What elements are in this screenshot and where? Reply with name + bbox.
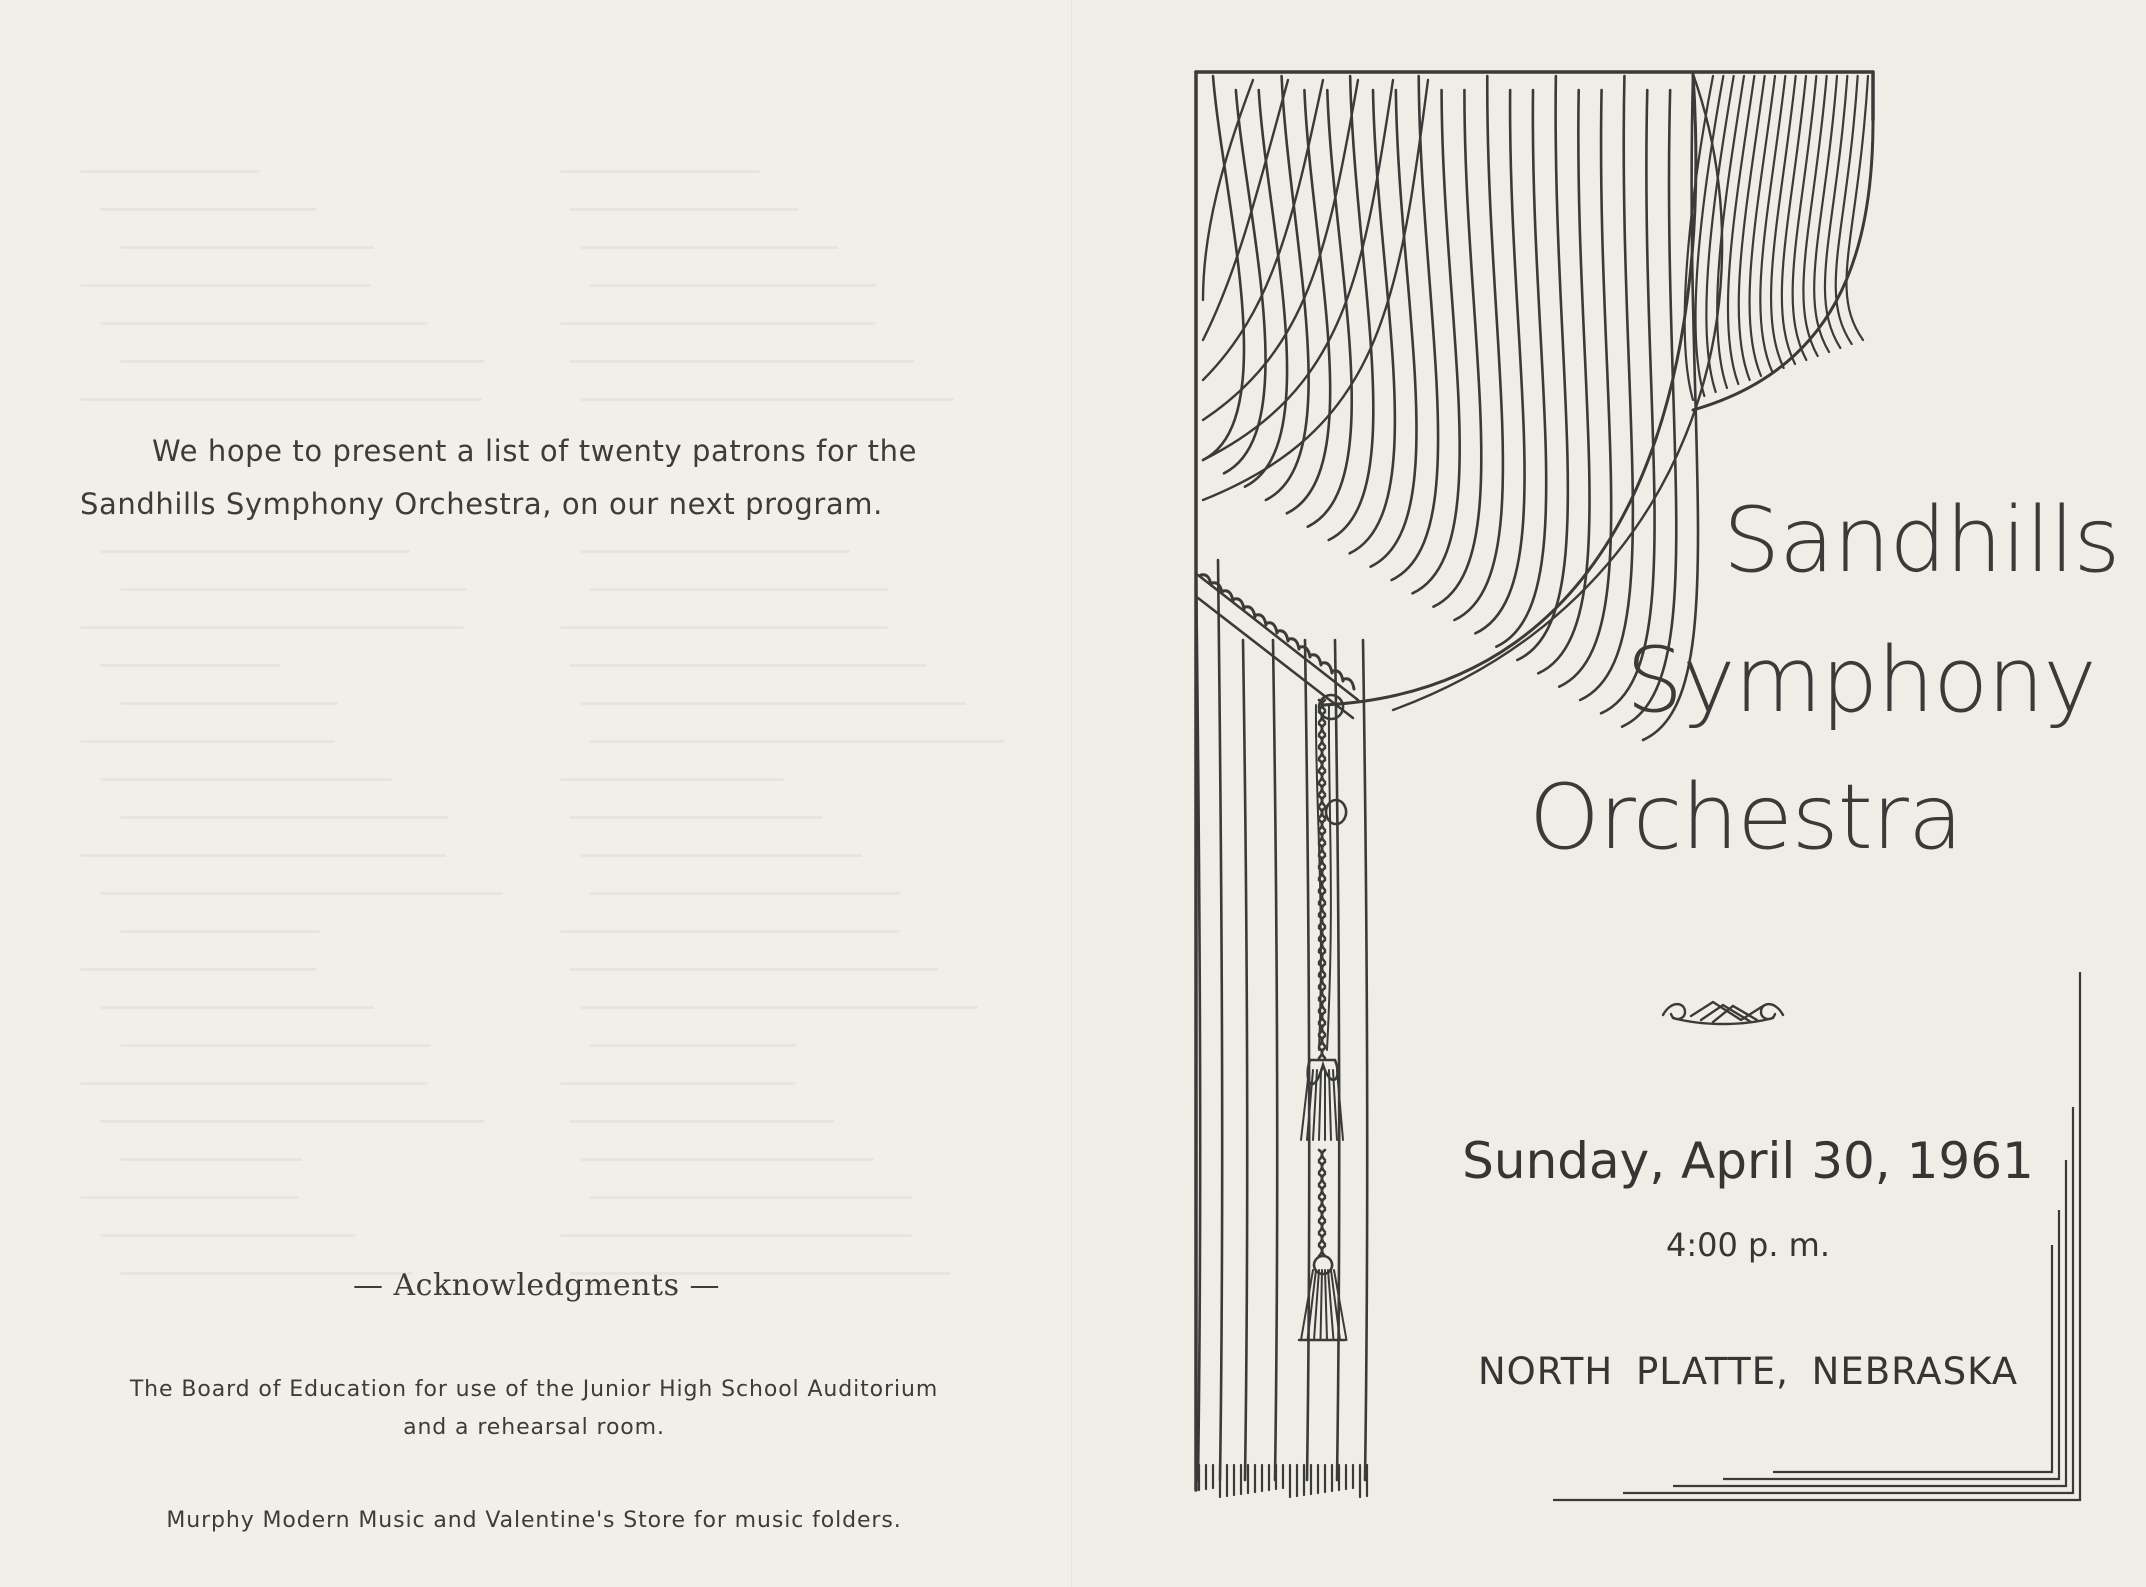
bleed-through-line <box>560 1234 912 1237</box>
bleed-through-line <box>120 588 467 591</box>
bleed-through-line <box>120 360 485 363</box>
bleed-through-line <box>100 892 503 895</box>
concert-time: 4:00 p. m. <box>1665 1226 1831 1264</box>
bleed-through-line <box>120 930 320 933</box>
bleed-through-line <box>80 284 371 287</box>
bleed-through-line <box>80 626 464 629</box>
bleed-through-line <box>80 1196 299 1199</box>
bleed-through-line <box>80 968 317 971</box>
bleed-through-line <box>580 246 838 249</box>
bleed-through-line <box>560 170 760 173</box>
tassel-cord <box>1322 940 1325 950</box>
tassel-cord <box>1322 832 1325 842</box>
hanging-fold <box>1218 560 1222 1480</box>
bleed-through-line <box>590 1044 797 1047</box>
bleed-through-line <box>120 1044 431 1047</box>
bleed-through-line <box>580 398 954 401</box>
bleed-through-line <box>570 816 823 819</box>
bleed-through-line <box>120 246 374 249</box>
tassel-cord <box>1322 748 1325 758</box>
bleed-through-line <box>590 284 877 287</box>
swag-fold <box>1454 76 1503 620</box>
swag-fold <box>1413 90 1460 593</box>
tassel-cord <box>1322 772 1325 782</box>
tassel-cord <box>1322 784 1325 794</box>
tassel-strand <box>1325 1270 1327 1340</box>
bleed-through-line <box>580 702 966 705</box>
tassel-cord <box>1322 1222 1325 1232</box>
bleed-through-line <box>120 702 338 705</box>
swag-fold <box>1329 76 1374 540</box>
bleed-through-line <box>100 208 317 211</box>
tassel-cord <box>1322 1198 1325 1208</box>
tassel-cord <box>1322 1012 1325 1022</box>
bleed-through-line <box>570 208 799 211</box>
tassel-cord <box>1322 1234 1325 1244</box>
rope <box>1198 575 1358 700</box>
tassel-strand <box>1321 1270 1323 1340</box>
tassel-cord <box>1322 904 1325 914</box>
tassel-cord <box>1322 724 1325 734</box>
acknowledgments-heading: — Acknowledgments — <box>352 1268 720 1303</box>
tassel-cord <box>1322 1024 1325 1034</box>
tassel-cord <box>1322 916 1325 926</box>
acknowledgment-line-1: The Board of Education for use of the Junior High School Auditorium <box>129 1377 939 1402</box>
tassel-cord <box>1322 808 1325 818</box>
bleed-through-line <box>580 1006 978 1009</box>
tassel-cord <box>1322 736 1325 746</box>
tassel-cord <box>1322 820 1325 830</box>
cover-page <box>1073 0 2146 1587</box>
bleed-through-line <box>80 1082 428 1085</box>
bleed-through-line <box>100 778 392 781</box>
tassel-cord <box>1327 705 1331 1050</box>
hanging-fold <box>1273 640 1277 1480</box>
bleed-through-line <box>100 550 410 553</box>
tassel-cord <box>1322 760 1325 770</box>
tassel-strand <box>1319 1070 1321 1140</box>
swag-fold <box>1350 90 1395 553</box>
tassel-cord <box>1322 1048 1325 1058</box>
patrons-note-line-2: Sandhills Symphony Orchestra, on our next program. <box>80 487 883 521</box>
tassel-cord <box>1322 1036 1325 1046</box>
bleed-through-line <box>100 322 428 325</box>
tassel-cord <box>1322 844 1325 854</box>
bleed-through-line <box>590 588 889 591</box>
tassel-cord <box>1322 1174 1325 1184</box>
tassel-cord <box>1322 988 1325 998</box>
tassel-cord <box>1322 1150 1325 1160</box>
bleed-through-line <box>560 626 888 629</box>
upper-fold <box>1203 80 1288 340</box>
small-swag-fold <box>1814 76 1837 352</box>
hanging-fold <box>1243 640 1247 1480</box>
swag-fold <box>1580 76 1633 700</box>
tassel-cord <box>1322 928 1325 938</box>
patrons-note-line-1: We hope to present a list of twenty patrons for the <box>152 434 918 468</box>
bleed-through-line <box>560 930 900 933</box>
tassel-cord <box>1322 796 1325 806</box>
bleed-through-line <box>560 778 784 781</box>
patrons-note <box>80 425 980 531</box>
hanging-fold <box>1363 640 1367 1480</box>
tassel-cord <box>1322 1162 1325 1172</box>
rope-twist <box>1344 679 1354 689</box>
bleed-through-line <box>590 1196 913 1199</box>
tassel-cord <box>1322 964 1325 974</box>
acknowledgment-line-3: Murphy Modern Music and Valentine's Store for music folders. <box>166 1508 902 1533</box>
bleed-through-line <box>80 740 335 743</box>
tassel-cord <box>1322 1210 1325 1220</box>
bleed-through-line <box>570 1120 835 1123</box>
acknowledgment-line-2: and a rehearsal room. <box>403 1415 665 1440</box>
concert-date: Sunday, April 30, 1961 <box>1462 1132 2034 1190</box>
swag-fold <box>1203 76 1244 460</box>
tassel-cord <box>1322 976 1325 986</box>
swag-fold <box>1433 90 1481 607</box>
bleed-through-line <box>560 1082 796 1085</box>
bleed-through-line <box>120 1158 302 1161</box>
tassel-cord <box>1322 1000 1325 1010</box>
bleed-through-line <box>570 664 927 667</box>
tassel-strand <box>1313 1070 1317 1140</box>
tassel-cord <box>1322 880 1325 890</box>
bleed-through-line <box>580 854 862 857</box>
small-swag-fold <box>1846 76 1868 340</box>
tassel-cord <box>1322 1186 1325 1196</box>
bleed-through-line <box>80 854 446 857</box>
bleed-through-line <box>590 892 901 895</box>
bleed-through-line <box>570 968 939 971</box>
tassel-cord <box>1322 868 1325 878</box>
bleed-through-line <box>80 398 482 401</box>
bleed-through-line <box>570 360 915 363</box>
concert-location: NORTH PLATTE, NEBRASKA <box>1477 1350 2019 1393</box>
title-symphony: Symphony <box>1626 628 2096 733</box>
title-sandhills: Sandhills <box>1723 488 2120 593</box>
tassel-strand <box>1329 1070 1331 1140</box>
hanging-fold <box>1305 640 1309 1480</box>
tassel-cord <box>1322 892 1325 902</box>
bleed-through-line <box>100 1234 356 1237</box>
bleed-through-line <box>100 1120 485 1123</box>
tassel-cord <box>1322 1246 1325 1256</box>
title-orchestra: Orchestra <box>1529 765 1963 870</box>
bleed-through-line <box>100 1006 374 1009</box>
tassel-cord <box>1322 856 1325 866</box>
bleed-through-line <box>590 740 1005 743</box>
bleed-through-line <box>80 170 260 173</box>
rope <box>1198 598 1353 718</box>
bleed-through-line <box>580 1158 874 1161</box>
bleed-through-line <box>120 816 449 819</box>
bleed-through-line <box>100 664 281 667</box>
bleed-through-line <box>580 550 850 553</box>
tassel-cord <box>1322 952 1325 962</box>
bleed-through-line <box>560 322 876 325</box>
scroll-flourish-icon <box>1663 1002 1783 1024</box>
